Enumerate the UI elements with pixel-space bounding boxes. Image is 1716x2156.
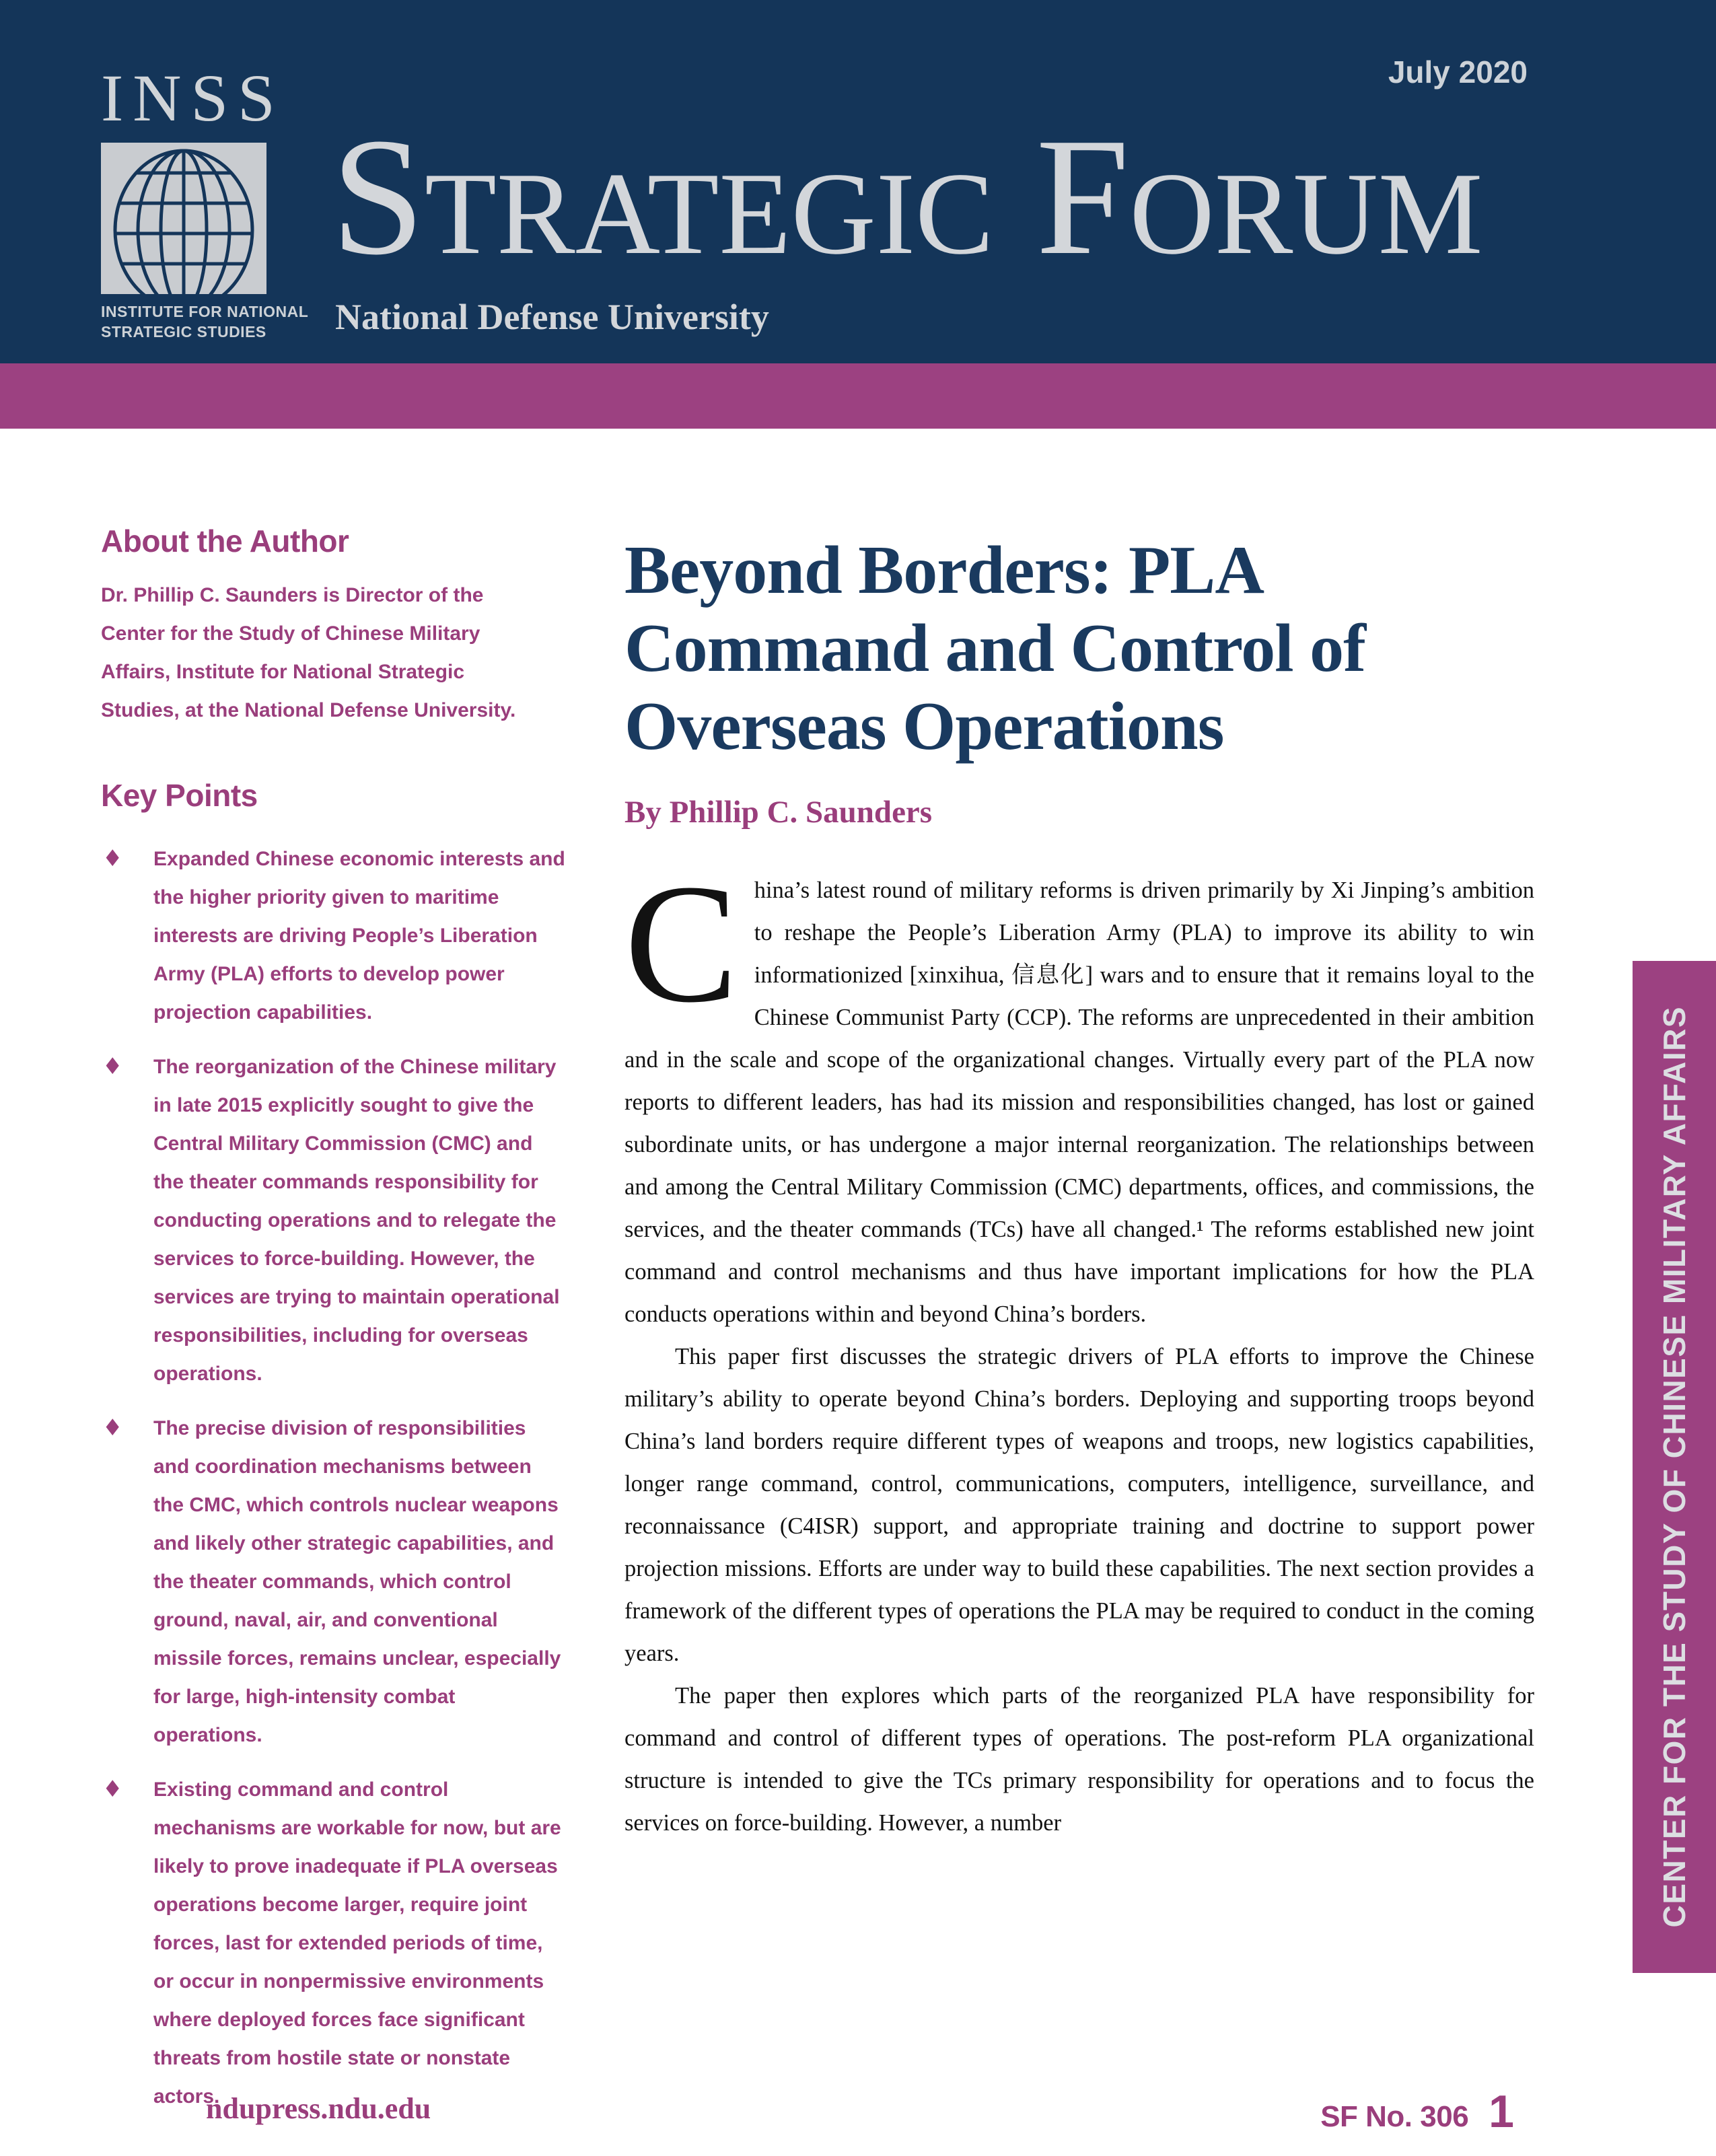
article-title: Beyond Borders: PLA Command and Control of Overseas Operations — [624, 532, 1366, 764]
banner-text: CENTER FOR THE STUDY OF CHINESE MILITARY AFFAIRS — [1657, 1006, 1692, 1928]
paragraph — [624, 849, 1534, 1336]
key-point-text: Expanded Chinese economic interests and the higher priority given to maritime interests are driving People’s Liberation Army (PLA) efforts to develop power projection capabilities. — [153, 848, 565, 1023]
footer — [0, 2078, 1716, 2139]
byline: By Phillip C. Saunders — [624, 795, 933, 830]
publication-title: Strategic Forum — [331, 104, 1483, 290]
inss-logo-caption-line2: STRATEGIC STUDIES — [101, 323, 266, 340]
paragraph: This paper first discusses the strategic drivers of PLA efforts to improve the Chinese military’s ability to operate beyond China’s borders. Deploying and supporting troops beyond China’s land borders require different types of weapons and troops, new logistics capabilities, longer range command, control, communications, computers, intelligence, surveillance, and reconnaissance (C4ISR) support, and appropriate training and doctrine to support power projection missions. Efforts are under way to build these capabilities. The next section provides a framework of the different types of operations the PLA may be required to conduct in the coming years. — [624, 1344, 1534, 1666]
diamond-bullet-icon: ♦ — [102, 1414, 123, 1441]
paragraph-text: hina’s latest round of military reforms is driven primarily by Xi Jinping’s ambition to reshape the People’s Liberation Army (PLA) to improve its ability to win informationized [xinxihua, 信息化] wars and to ensure that it remains loyal to the Chinese Communist Party (CCP). The reforms are unprecedented in their ambition and in the scale and scope of the organizational changes. Virtually every part of the PLA now reports to different leaders, has had its mission and responsibilities changed, has lost or gained subordinate units, or has undergone a major internal reorganization. The relationships between and among the Central Military Commission (CMC) departments, offices, and commissions, the services, and the theater commands (TCs) have all changed.¹ The reforms established new joint command and control mechanisms and thus have important implications for how the PLA conducts operations within and beyond China’s borders. — [624, 877, 1534, 1327]
issue-number: SF No. 306 — [1320, 2100, 1469, 2133]
masthead — [0, 0, 1716, 363]
key-point — [101, 1048, 565, 1393]
author-bio: Dr. Phillip C. Saunders is Director of the Center for the Study of Chinese Military Affairs, Institute for National Strategic Studies, at the National Defense University. — [101, 584, 516, 721]
website-link[interactable]: ndupress.ndu.edu — [206, 2092, 431, 2125]
paragraph: The paper then explores which parts of the reorganized PLA have responsibility for command and control of different types of operations. The post-reform PLA organizational structure is intended to give the TCs primary responsibility for operations and to focus the services on force-building. However, a number — [624, 1683, 1534, 1836]
inss-logo-caption — [101, 301, 308, 342]
inss-logo-acronym: INSS — [101, 61, 285, 135]
diamond-bullet-icon: ♦ — [102, 1053, 123, 1080]
key-point-text: The precise division of responsibilities and coordination mechanisms between the CMC, which controls nuclear weapons and likely other strategic capabilities, and the theater commands, which control ground, naval, air, and conventional missile forces, remains unclear, especially for large, high-intensity combat operations. — [153, 1417, 561, 1746]
drop-cap: C — [624, 849, 738, 1038]
key-points-heading: Key Points — [101, 778, 258, 813]
key-points-list — [101, 840, 565, 2116]
issue-date: July 2020 — [1388, 55, 1528, 89]
issue-info — [1320, 2078, 1514, 2139]
diamond-bullet-icon: ♦ — [102, 845, 123, 872]
key-point-text: Existing command and control mechanisms are workable for now, but are likely to prove inadequate if PLA overseas operations become larger, require joint forces, last for extended periods of time, or occur in nonpermissive environments where deployed forces face significant threats from hostile state or nonstate actors. — [153, 1778, 561, 2108]
page-number: 1 — [1489, 2086, 1514, 2137]
left-sidebar — [101, 524, 565, 2132]
diamond-bullet-icon: ♦ — [102, 1776, 123, 1803]
inss-logo-caption-line1: INSTITUTE FOR NATIONAL — [101, 303, 309, 320]
globe-icon — [101, 143, 266, 294]
key-point — [101, 1409, 565, 1754]
institution-name: National Defense University — [335, 297, 769, 337]
article — [624, 532, 1534, 1844]
key-point — [101, 1770, 565, 2116]
key-point-text: The reorganization of the Chinese military in late 2015 explicitly sought to give the Central Military Commission (CMC) and the theater commands responsibility for conducting operations and to relegate the services to force-building. However, the services are trying to maintain operational responsibilities, including for overseas operations. — [153, 1056, 560, 1385]
key-point — [101, 840, 565, 1032]
about-the-author-heading: About the Author — [101, 524, 349, 559]
accent-band — [0, 363, 1716, 429]
center-study-banner — [1633, 961, 1716, 1973]
